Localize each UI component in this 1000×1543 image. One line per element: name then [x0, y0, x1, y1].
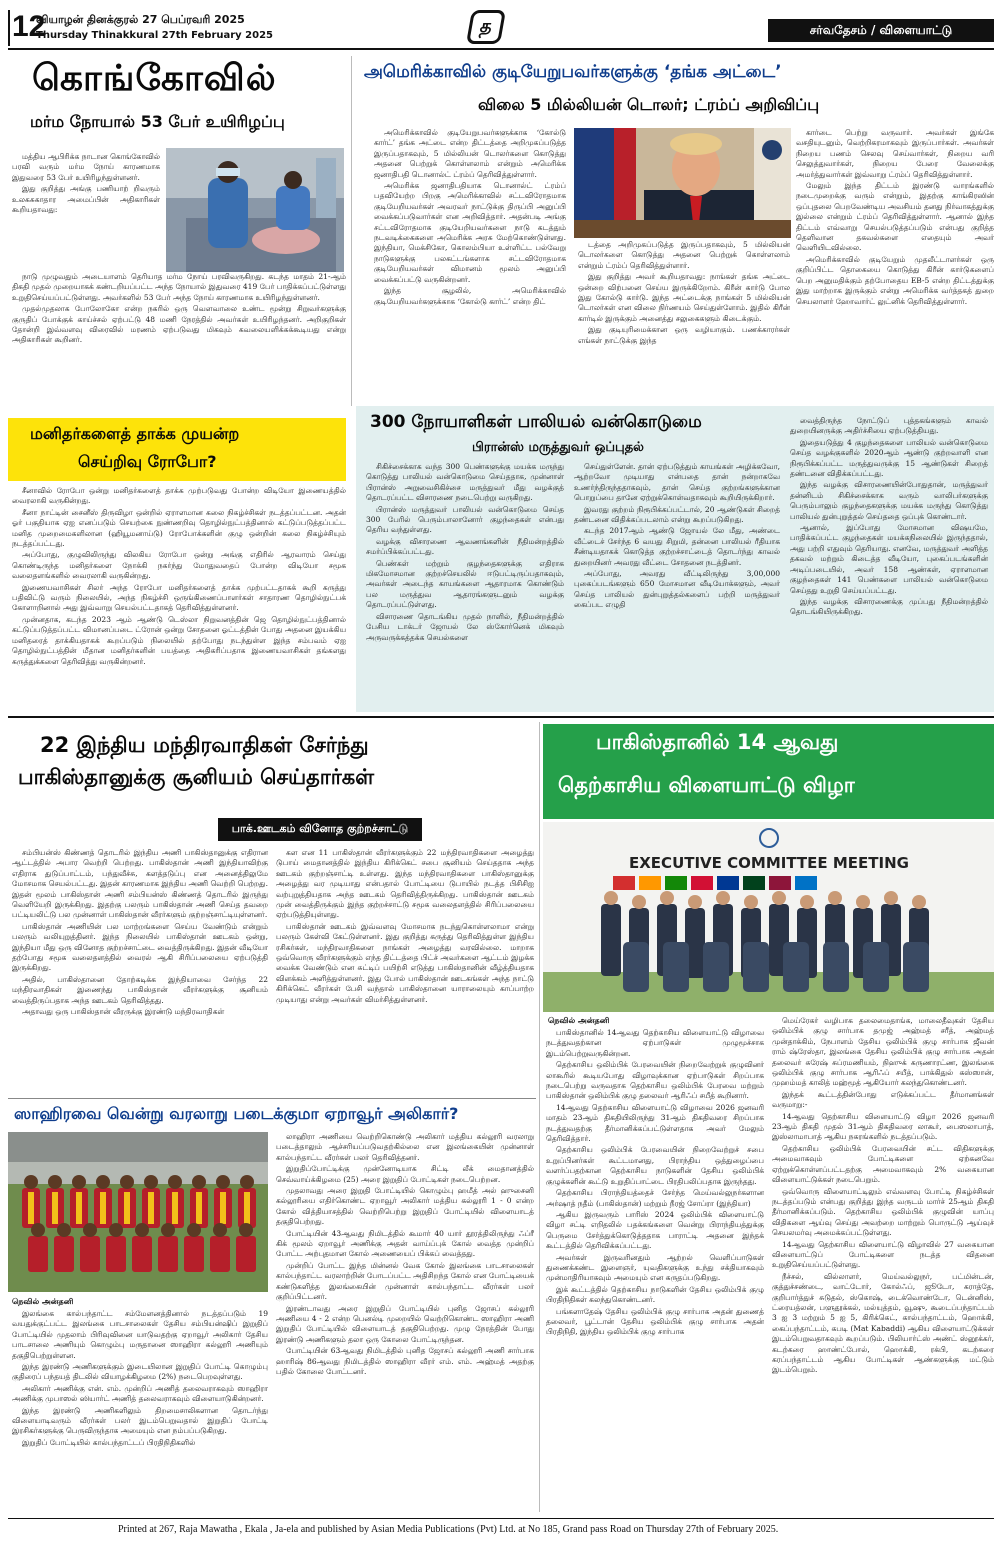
france-paragraph: ஆனால், இப்போது மோசமான விஷயமே, பாதிக்கப்பட்ட குழந்தைகள் மயக்கநிலையில் இருந்ததால், அது பற்றி எதுவும் தெரியாது. எனவே, மருத்துவர் அளித்த தகவல் மற்றும் கிடைத்த வீடியோ, புகைப்படங்களின் அடிப்படையில், அவர் 158 ஆண்கள், ஏராளமான குழந்தைகள் 141 பெண்களை பாலியல் வன்கொடுமை செய்தது உறுதி செய்யப்பட்டது.: [790, 523, 988, 595]
games-column-1: [546, 1028, 764, 1512]
france-paragraph: விசாரணை தொடங்கிய முதல் நாளில், நீதிமன்றத்தில் பேசிய டாக்டர் ஜோயல் லே ஸ்கோர்னெக் மிகவும் அருவருக்கத்தக்க செயல்களை: [366, 611, 564, 642]
us-paragraph: அமெரிக்காவில் குடியேறும் முதலீட்டாளர்கள் ஒரு குறிப்பிட்ட தொகையை கொடுத்து கிரீன் கார்டுகளைப் பெற அனுமதிக்கும் தற்போதைய EB-5 என்ற திட்டத்துக்கு இது மாற்றாக இருக்கும் என்று அமெரிக்க வர்த்தகத் துறை செயலாளர் ஹோவார்ட் லுட்னிக் தெரிவித்துள்ளார்.: [796, 254, 994, 306]
congo-photo: [166, 148, 344, 272]
us-column-2: [578, 240, 790, 404]
football-paragraph: அலிகார் அணிக்கு என். எம். முன்றிப் அணித் தலைவராகவும் ஸாஹிரா அணிக்கு முபாஸல் ஸியார்ட் அணித் தலைவராகவும் விளையாடுகின்றனர்.: [12, 1383, 268, 1404]
pakistan-paragraph: பாகிஸ்தான் அணியின் பல மாற்றங்களை செய்ய வேண்டும் என்றும் பலரும் வலியுறுத்தினர். இந்த நிலையில் பாகிஸ்தான் ஊடகம் ஒன்று, இந்தியா மீது ஒரு வினோத குற்றச்சாட்டை வைத்திருக்கிறது. இதன் வீடியோ தற்போது சமூக வலைதளத்தில் வைரல் ஆகி சிரிப்பலையை ஏற்படுத்தி இருக்கிறது.: [12, 921, 268, 973]
section-divider: [8, 716, 994, 718]
football-paragraph: முதலாவது அரை இறுதி போட்டியில் கொழும்பு ஹமீத் அல் ஹுசைனி கல்லூரியை எதிர்கொண்ட ஏறாவூர் அலிகார் மத்திய கல்லூரி 1 - 0 என்ற கோல் வித்தியாசத்தில் வெற்றிபெற்று இறுதிப் போட்டியில் விளையாடத் தகுதிபெற்றது.: [276, 1186, 534, 1227]
pakistan-column-1: [12, 848, 268, 1094]
football-column-left: [12, 1309, 268, 1509]
congo-paragraph: நாடு முழுவதும் அடையாளம் தெரியாத மர்ம நோய் பரவிவருகிறது. கடந்த மாதம் 21-ஆம் திகதி முதல் முறையாகக் கண்டறியப்பட்ட அந்த நோயால் இதுவரை 419 பேர் பாதிக்கப்பட்டுள்ளது உறுதிசெய்யப்பட்டுள்ளது. அவர்களில் 53 பேர் அந்த நோய் காரணமாக உயிரிழந்துள்ளனர்.: [12, 272, 346, 302]
france-paragraph: அப்போது, அவரது வீட்டிலிருந்து 3,00,000 புகைப்படங்களும் 650 மோசமான வீடியோக்களும், அவர் செய்த பாலியல் துன்புறுத்தல்களைப் பற்றி மருத்துவர் கைப்பட எழுதி: [574, 569, 780, 610]
congo-body-rest: [12, 272, 346, 408]
france-paragraph: கடந்த 2017ஆம் ஆண்டு ஜோயல் லே மீது, அண்டை வீட்டைச் சேர்ந்த 6 வயது சிறுமி, தன்னை பாலியல் ரீதியாக சீண்டியதாகக் கொடுத்த குற்றச்சாட்டைத் தொடர்ந்து காவல் துறையினர் அவரது வீட்டை சோதனை நடத்தினர்.: [574, 526, 780, 567]
top-divider: [8, 48, 994, 50]
france-paragraph: பெண்கள் மற்றும் குழந்தைகளுக்கு எதிராக மிகமோசமான குற்றச்செயலில் ஈடுபட்டிருப்பதாகவும், அவர்கள் அடைந்த காயங்களை ஆதாரமாக கொண்டும் பல மருத்துவ ஆதாரங்களுடனும் வழக்கு தொடரப்பட்டுள்ளது.: [366, 558, 564, 610]
football-team-photo: [8, 1132, 268, 1292]
football-headline: ஸாஹிரவை வென்று வரலாறு படைக்குமா ஏறாவூர் அலிகார்?: [14, 1104, 459, 1123]
page-number: 12: [12, 10, 46, 43]
pakistan-headline-line1: 22 இந்திய மந்திரவாதிகள் சேர்ந்து: [40, 733, 369, 757]
france-paragraph: வழக்கு விசாரணை ஆவணங்களின் நீதிமன்றத்தில் சமர்ப்பிக்கப்பட்டது.: [366, 536, 564, 557]
pakistan-paragraph: கள என 11 பாகிஸ்தான் வீரர்களுக்கும் 22 மந்திரவாதிகளை அழைத்து டுபாய் மைதானத்தில் இந்திய கிரிக்கெட் சபை சூனியம் செய்ததாக அந்த ஊடகம் குற்றஞ்சாட்டி உள்ளது. இந்த மந்திரவாதிகளை பாகிஸ்தானுக்கு அழைத்து வர முடியாது என்பதால் போட்டியை டுபாயில் நடத்த பிசிசிஐ வற்புறுத்தியதாக அந்த ஊடகம் தெரிவித்திருக்கிறது. பாகிஸ்தான் ஊடகம் முன் வைத்திருக்கும் இந்த குற்றச்சாட்டு சமூக வலைதளத்தில் சிரிப்பலையை ஏற்படுத்தியுள்ளது.: [276, 848, 534, 920]
congo-subheadline: மர்ம நோயால் 53 பேர் உயிரிழப்பு: [30, 112, 285, 131]
us-headline: அமெரிக்காவில் குடியேறுபவர்களுக்கு ‘தங்க அட்டை’: [364, 62, 782, 82]
footer-imprint: Printed at 267, Raja Mawatha , Ekala , Ja-ela and published by Asian Media Publications (Pvt) Ltd. at No 185, Grand pass Road on Thursday 27th of February 2025.: [118, 1524, 779, 1535]
executive-committee-photo: [543, 822, 994, 1012]
us-paragraph: டத்தை அறிமுகப்படுத்த இருப்பதாகவும், 5 மில்லியன் டொலர்களை கொடுத்து அதனை பெற்றுக் கொள்ளலாம் என்றும் ட்ரம்ப் தெரிவித்துள்ளார்.: [578, 240, 790, 270]
masthead-tamil-date: வியாழன் தினக்குரல் 27 பெப்ரவரி 2025: [36, 13, 245, 26]
us-column-1: [374, 128, 566, 404]
football-column-right: [276, 1132, 534, 1510]
pakistan-paragraph: அதாவது ஒரு பாகிஸ்தான் வீரருக்கு இரண்டு மந்திரவாதிகள்: [22, 1007, 225, 1017]
france-column-1: [366, 462, 564, 708]
games-paragraph: பாகிஸ்தானில் 14ஆவது தெற்காசிய விளையாட்டு விழாவை நடத்துவதற்கான ஏற்பாடுகள் முழுமூச்சாக இடம்பெற்றுவருகின்றன.: [546, 1028, 764, 1058]
us-paragraph: இந்த சூழலில், அமெரிக்காவில் குடியேறியவர்களுக்காக ‘கோல்டு கார்ட்’ என்ற திட்: [374, 286, 566, 306]
football-paragraph: இறுதிப்போட்டிக்கு முன்னோடியாக சிட்டி லீக் மைதானத்தில் செவ்வாய்க்கிழமை (25) அரை இறுதிப் போட்டிகள் நடைபெற்றன.: [276, 1164, 534, 1184]
newspaper-logo: த: [466, 10, 506, 44]
france-paragraph: வைத்திருந்த நோட்டுப் புத்தகங்களும் காவல் துறையினருக்கு அதிர்ச்சியை ஏற்படுத்தியது.: [790, 416, 988, 436]
us-column-3: [796, 128, 994, 404]
executive-committee-banner: EXECUTIVE COMMITTEE MEETING: [629, 854, 909, 872]
games-headline-line1: பாகிஸ்தானில் 14 ஆவது: [596, 730, 839, 754]
section-divider: [8, 1098, 536, 1099]
pakistan-tagline: பாக்.ஊடகம் வினோத குற்றச்சாட்டு: [218, 818, 422, 841]
games-paragraph: 14ஆவது தெற்காசிய விளையாட்டு விழா 2026 ஜனவரி 23ஆம் திகதி முதல் 31ஆம் திகதிவரை லாகூர், பைஸலாபாத், இஸ்லாமாபாத் ஆகிய நகரங்களில் நடத்தப்படும்.: [772, 1111, 994, 1142]
france-paragraph: இதையடுத்து 4 குழந்தைகளை பாலியல் வன்கொடுமை செய்த வழக்குகளில் 2020ஆம் ஆண்டு குற்றவாளி என நிரூபிக்கப்பட்ட மருத்துவருக்கு 15 ஆண்டுகள் சிறைத் தண்டனை விதிக்கப்பட்டது.: [790, 437, 988, 479]
us-paragraph: கார்டை பெற்று வருவார். அவர்கள் இங்கே வசதியுடனும், வெற்றிகரமாகவும் இருப்பார்கள். அவர்கள் நிறைய பணம் செலவு செய்வார்கள், நிறைய வரி செலுத்துவார்கள், நிறைய பேரை வேலைக்கு அமர்த்துவார்கள் இவ்வாறு ட்ரம்ப் தெரிவித்துள்ளார்.: [796, 128, 994, 179]
pakistan-column-2: [276, 848, 534, 1094]
masthead-rule: [8, 10, 10, 46]
france-paragraph: பிரான்ஸ் மருத்துவர் பாலியல் வன்கொடுமை செய்த 300 பேரில் பெரும்பாலானோர் குழந்தைகள் என்பது தெரிய வந்துள்ளது.: [366, 504, 564, 535]
france-column-2: [574, 462, 780, 708]
robot-body: [12, 486, 346, 708]
section-label: சர்வதேசம் / விளையாட்டு: [768, 19, 994, 42]
us-paragraph: இது குடியுரிமைக்கான ஒரு வழியாகும். பணக்காரர்கள் எங்கள் நாட்டுக்கு இந்த: [578, 325, 790, 345]
france-paragraph: இவரது குற்றம் நிரூபிக்கப்பட்டால், 20 ஆண்டுகள் சிறைத் தண்டனை விதிக்கப்படலாம் என்று கூறப்படுகிறது.: [574, 504, 780, 525]
games-paragraph: ஆகிய இருவரும் பாரிஸ் 2024 ஒலிம்பிக் விளையாட்டு விழா சட்டி எறிதலில் பதக்கங்களை வென்று பிராந்தியத்துக்கு பெருமை சேர்த்துக்கொடுத்ததாக பாராட்டி அதனை இந்தக் கூட்டத்தில் தெரிவிக்கப்பட்டது.: [546, 1209, 764, 1251]
us-paragraph: அமெரிக்க ஜனாதிபதியாக டொனால்ட் ட்ரம்ப் பதவியேற்ற பிறகு அமெரிக்காவில் சட்டவிரோதமாக குடியேறியவர்கள் அவரவர் நாட்டுக்கு திருப்பி அனுப்பி வைக்கப்படுவார்கள் என அறிவித்தார். அதன்படி அங்கு சட்டவிரோதமாக குடியேறியவர்களை நாடு கடத்தும் நடவடிக்கைகளை அமெரிக்க அரசு மேற்கொண்டுள்ளது. இந்தியா, மெக்சிகோ, கொலம்பியா உள்ளிட்ட பல்வேறு நாடுகளுக்கு பலகட்டங்களாக சட்டவிரோதமாக குடியேறியவர்கள் விமானம் மூலம் அனுப்பி வைக்கப்பட்டு வருகின்றனர்.: [374, 181, 566, 284]
pakistan-paragraph: சம்பியன்ஸ் கிண்ணத் தொடரில் இந்திய அணி பாகிஸ்தானுக்கு எதிரான ஆட்டத்தில் அபார வெற்றி பெற்றது. பாகிஸ்தான் அணி இந்தியாவிற்கு எதிராக துடுப்பாட்டம், பந்துவீச்சு, களத்தடுப்பு என அனைத்திலுமே மோசமாக செயல்பட்டது. இதன் காரணமாக இந்திய அணி வெற்றி பெற்றது. இதன் மூலம் பாகிஸ்தான் அணி சம்பியன்ஸ் கிண்ணத் தொடரில் இருந்து வெளியேறி இருக்கிறது. இதற்கு பலரும் பாகிஸ்தான் அணி செய்த தவறை பட்டியலிட்டு பல முன்னாள் பாகிஸ்தான் வீரர்களும் குற்றஞ்சாட்டியுள்ளனர்.: [12, 848, 268, 920]
robot-headline-line1: மனிதர்களைத் தாக்க முயன்ற: [30, 424, 240, 443]
games-paragraph: 14ஆவது தெற்காசிய விளையாட்டு விழாவை 2026 ஜனவரி மாதம் 23ஆம் திகதியிலிருந்து 31ஆம் திகதிவரை சிறப்பாக நடத்துவதற்கு தீர்மானிக்கப்பட்டுள்ளதாக அவர் மேலும் தெரிவித்தார்.: [546, 1102, 764, 1144]
games-paragraph: மெய்ரேகர் வழிபாக தலைமைதாங்க, மாலைதீவுகள் தேசிய ஒலிம்பிக் குழு சார்பாக தமுஜ் அஹ்மத் சரீத், அஹ்மத் முன்தாக்கிம், நேபாளம் தேசிய ஒலிம்பிக் குழு சார்பாக ஜீவன் ராம் ஷ்ரேஸ்தா, இலங்கை தேசிய ஒலிம்பிக் குழு சார்பாக அதன் தலைவர் சுரேஷ் சுப்ரமணியம், நிஹுக் கருணாரட்ண, இலங்கை ஒலிம்பிக் குழு சார்பாக ஆரிஃப் சயீத், பாக்கிதுல் கஸ்ஸான், முஹம்மத் காலித் மஹ்மூத் ஆகியோர் கலந்துகொண்டனர்.: [772, 1016, 994, 1088]
us-subheadline: விலை 5 மில்லியன் டொலர்; ட்ரம்ப் அறிவிப்பு: [478, 95, 820, 114]
congo-paragraph: மத்திய ஆபிரிக்க நாடான கொங்கோவில் பரவி வரும் மர்ம நோய் காரணமாக இதுவரை 53 பேர் உயிரிழந்துள்ளனர்.: [12, 152, 160, 182]
us-paragraph: மேலும் இந்த திட்டம் இரண்டு வாரங்களில் நடைமுறைக்கு வரும் என்றும், இதற்கு காங்கிரஸின் ஒப்புதலை பெறவேண்டிய அவசியம் தனது நிர்வாகத்துக்கு இல்லை என்றும் ட்ரம்ப் தெரிவித்துள்ளார். ஆனால் இந்த திட்டம் எவ்வாறு செயல்படுத்தப்படும் என்பது குறித்த தெளிவான தகவல்களை எதையும் அவர் வெளியிடவில்லை.: [796, 181, 994, 253]
games-paragraph: நீச்சல், வில்லாளர், மெய்வல்லுநர், பட்மின்டன், குத்துச்சண்டை, வாட்டோர், கோல்ஃப், ஜூடோ, கராத்தே, குறிபார்த்துச் சுடுதல், ஸ்கொஷ், டைக்வொண்டோ, டென்னிஸ், ட்ரையத்லன், பளுதூக்கல், மல்யுத்தம், வூஷு, கூடைப்பந்தாட்டம் 3 ஐ 3 மற்றும் 5 ஐ 5, கிரிக்கெட், கால்பந்தாட்டம், ஹொக்கி, கைப்பந்தாட்டம், கபடி (Mat Kabaddi) ஆகிய விளையாட்டுக்கள் இடம்பெறுவதாகவும் கூறப்படும். பிலியார்ட்ஸ் அண்ட் ஸ்னூக்கர், கடற்கரை ஹாண்ட்போல், ஹொக்கி, ரக்பி, கடற்கரை கரப்பந்தாட்டம் ஆகிய போட்டிகள் ஆண்களுக்கு மட்டும் இடம்பெறும்.: [772, 1271, 994, 1375]
congo-headline: கொங்கோவில்: [32, 58, 277, 99]
column-divider: [351, 56, 352, 406]
pakistan-headline-line2: பாகிஸ்தானுக்கு சூனியம் செய்தார்கள்: [18, 765, 375, 789]
games-paragraph: ஒவ்வொரு விளையாட்டிலும் எவ்வளவு போட்டி நிகழ்ச்சிகள் நடத்தப்படும் என்பது குறித்து இந்த வருடம் மார்ச் 25ஆம் திகதி தீர்மானிக்கப்படும். தெற்காசிய ஒலிம்பிக் குழுவின் யாப்பு விதிகளை ஆய்வு செய்து அவற்றை மாற்றும் பொருட்டு ஆய்வுச் செயலமர்வு அமைக்கப்பட்டுள்ளது.: [772, 1186, 994, 1238]
masthead-english-date: Thursday Thinakkural 27th February 2025: [36, 30, 274, 41]
robot-paragraph: முன்னதாக, கடந்த 2023 ஆம் ஆண்டு டெஸ்லா நிறுவனத்தின் ஜெ தொழில்நுட்பத்தினால் கட்டுப்படுத்தப்பட்ட விமானப்படை ட்ரோன் ஒன்று சோதனை ஓட்டத்தின் போது அதனை இயக்கிய மனிதரைத் தாக்கியதாகக் கூறப்படும் நிலையில் தற்போது நடந்துள்ள இந்த சம்பவம் ஏஐ தொழில்நுட்பத்தின் மீதான மனிதர்களின் பயத்தை அதிகரிப்பதாக இணையவாசிகள் தங்களது கருத்துக்களை தெரிவித்து வருகின்றனர்.: [12, 614, 346, 666]
football-paragraph: இந்த இரண்டு அணிகளிலும் திறமைசாலிகளான தொடர்ந்து விளையாடிவரும் வீரர்கள் பலர் இடம்பெறுவதால் இறுதிப் போட்டி இரசிகர்களுக்கு பெருவிருந்தாக அமையும் என நம்பப்படுகிறது.: [12, 1405, 268, 1436]
robot-paragraph: சீனாவில் ரோபோ ஒன்று மனிதர்களைத் தாக்க முற்படுவது போன்ற விடியோ இணையத்தில் வைரலாகி வருகின்றது.: [12, 486, 346, 506]
france-headline: 300 நோயாளிகள் பாலியல் வன்கொடுமை: [370, 412, 702, 432]
congo-paragraph: இது குறித்து அங்கு பணியாற் றிவரும் உலகசுகாதார அமைப்பின் அதிகாரிகள் கூறியதாவது:: [12, 184, 160, 215]
football-paragraph: இரண்டாவது அரை இறுதிப் போட்டியில் புனித ஜோசப் கல்லூரி அணியை 4 - 2 என்ற பெனல்டி முறையில் வெற்றிகொண்ட ஸாஹிரா அணி இறுதிப் போட்டியில் விளையாடத் தகுதிபெற்றது. முழு நேரத்தின் போது இரண்டு அணிகளும் தலா ஒரு கோலை போட்டிருந்தன.: [276, 1303, 534, 1344]
games-column-2: [772, 1016, 994, 1512]
france-paragraph: சிகிச்சைக்காக வந்த 300 பெண்களுக்கு மயக்க மருந்து கொடுத்து பாலியல் வன்கொடுமை செய்ததாக, முன்னாள் பிரான்ஸ் அறுவைசிகிச்சை மருத்துவர் மீது வழக்குத் தொடரப்பட்ட விசாரணை நடைபெற்று வருகிறது.: [366, 462, 564, 503]
games-paragraph: தெற்காசிய ஒலிம்பிக் பேரவையின் நிறைவேற்றுச் சபை உறுப்பினர்கள் கூட்டமானது, பிராந்திய ஒத்துழைப்பை வளர்ப்பதற்கான தெற்காசிய நாடுகளின் தேசிய ஒலிம்பிக் குழுக்களின் கூட்டு உறுதிப்பாட்டை பிரதிபலிப்பதாக இருந்தது.: [546, 1145, 764, 1186]
us-paragraph: இது குறித்து அவர் கூறியதாவது: நாங்கள் தங்க அட்டை ஒன்றை விற்பனை செய்ய இருக்கிறோம். கிரீன் கார்டு போல இது கோல்டு கார்டு. இந்த அட்டைக்கு நாங்கள் 5 மில்லியன் டொலர்கள் என விலை நிர்ணயம் செய்துள்ளோம். இதில் கிரீன் கார்டில் இருக்கும் அனைத்து சலுகைகளும் கிடைக்கும்.: [578, 272, 790, 323]
france-column-3: [790, 416, 988, 708]
games-paragraph: இக் கூட்டத்தில் தெற்காசிய நாடுகளின் தேசிய ஒலிம்பிக் குழு பிரதிநிதிகள் கலந்துகொண்டனர்.: [546, 1284, 764, 1305]
pakistan-paragraph: அதில், பாகிஸ்தானை தோற்கடிக்க இந்தியாவை சேர்ந்த 22 மந்திரவாதிகள் இணைந்து பாகிஸ்தான் வீரர்களுக்கு சூனியம் வைத்திருப்பதாக அந்த ஊடகம் தெரிவித்தது.: [12, 974, 268, 1005]
robot-paragraph: அப்போது, குழுவிலிருந்து விலகிய ரோபோ ஒன்று அங்கு எதிரில் ஆரவாரம் செய்து கொண்டிருந்த மனிதர்களை நோக்கி நகர்ந்து மோதுவதைப் போன்ற விடியோ சமூக வலைதளங்களில் வைரலாகி வருகின்றது.: [12, 550, 346, 581]
football-paragraph: போட்டியின் 43ஆவது நிமிடத்தில் கூமார் 40 யார் தூரத்திலிருந்து ஃப்ரீ கிக் மூலம் ஏறாவூர் அணிக்கு அதன் வாய்ப்புக் கோல் வைத்த முன்றிப் போட்ட அற்புதமான கோல் அணையைப் பிக்கப் வைத்தது.: [276, 1228, 534, 1259]
games-paragraph: அவர்கள் இருவரினதும் ஆற்றல் வெளிப்பாடுகள் துணைக்கண்ட இளைஞர், யுவதிகளுக்கு உந்து சக்தியாகவும் முன்மாதிரியாகவும் அமையும் என கருதப்படுகிறது.: [546, 1252, 764, 1283]
congo-paragraph: முதல்முதலாக போலோகோ என்ற நகரில் ஒரு வெளவாலை உண்ட மூன்று சிறுவர்களுக்கு குருதிப் போக்குக் காய்ச்சல் ஏற்பட்டு 48 மணி நேரத்தில் அவர்கள் உயிரிழந்தனர். அறிகுறிகள் தோன்றி இவ்வளவு விரைவில் மரணம் ஏற்படுவது மிகவும் கவலையளிக்கக்கூடியது என்று அதிகாரிகள் கூறினர்.: [12, 304, 346, 345]
games-paragraph: தெற்காசிய பிராந்தியத்தைச் சேர்ந்த மெய்வல்லுநர்களான அர்ஷாத் நதீம் (பாகிஸ்தான்) மற்றும் நீரஜ் சோப்ரா (இந்தியா): [546, 1188, 764, 1208]
france-paragraph: செய்துள்ளேன். தான் ஏற்படுத்தும் காயங்கள் அழிக்கவோ, ஆற்றவோ முடியாது என்பதை தான் நன்றாகவே உணர்ந்திருந்ததாகவும், தான் செய்த குற்றங்களுக்கான பொறுப்பை தானே ஏற்றுக்கொள்வதாகவும் கூறியிருக்கிறார்.: [574, 462, 780, 503]
trump-photo: [574, 128, 791, 238]
france-paragraph: இந்த வழக்கு விசாரணைக்கு முப்பது நீதிமன்றத்தில் தொடங்கியிருக்கிறது.: [790, 596, 988, 617]
games-paragraph: இந்தக் கூட்டத்தின்போது எடுக்கப்பட்ட தீர்மானங்கள் வருமாறு:-: [772, 1089, 994, 1110]
football-paragraph: இந்த இரண்டு அணிகளுக்கும் இடையிலான இறுதிப் போட்டி கொழும்பு குதிரைப் பந்தயத் திடலில் வியாழக்கிழமை (2%) நடைபெறவுள்ளது.: [12, 1362, 268, 1382]
football-paragraph: இறுதிப் போட்டியில் கால்பந்தாட்டப் பிரதிநிதிகளில்: [22, 1437, 196, 1447]
pakistan-paragraph: பாகிஸ்தான் ஊடகம் இவ்வளவு மோசமாக நடந்துகொள்ளலாமா என்று பலரும் கேள்வி கேட்டுள்ளனர். இது குறித்து கருத்து தெரிவித்துள்ள இந்திய ரசிகர்கள், மந்திரவாதிகளை நாங்கள் அழைத்து வரவில்லை. மாறாக ஒவ்வொரு வீரர்களுக்கும் எந்த திட்டத்தை பிட்ச் அவர்களை ஆட்டம் இழக்க வைக்க வேண்டும் என சுட்டிப் பயிற்சி எடுத்து பாகிஸ்தானின் வீழ்த்தியதாக விளக்கம் அளித்துள்ளனர். இது போல் பாகிஸ்தான் ஊடகங்கள் அந்த நாட்டு கிரிக்கெட் வீரர்கள் பேசி வந்தால் பாகிஸ்தானை யாராலையும் காப்பாற்ற முடியாது என்று அவர்கள் விமர்சித்துள்ளனர்.: [276, 921, 534, 1004]
column-divider: [539, 722, 540, 1512]
robot-paragraph: சீனா நாட்டின் சைனீஸ் திருவிழா ஒன்றில் ஏராளமான கலை நிகழ்ச்சிகள் நடத்தப்பட்டன. அதன் ஓர் பகுதியாக ஏஐ எனப்படும் செயற்கை நுண்ணறிவு தொழில்நுட்பத்தினால் கட்டுப்படுத்தப்பட்ட மனித முறைமைகளிலான (ஹியூமனாய்டு) ரோபோக்களின் குழு ஒன்றின் கலை நிகழ்ச்சியும் நடத்தப்பட்டது.: [12, 507, 346, 549]
games-paragraph: தெற்காசிய ஒலிம்பிக் பேரவையின் நிறைவேற்றுக் குழுவினர் லாகூரில் கூடியபோது விழாவுக்கான ஏற்பாடுகள் சிறப்பாக நடைபெற்று வருவதாக தெற்காசிய ஒலிம்பிக் பேரவை மற்றும் பாகிஸ்தான் ஒலிம்பிக் குழு தலைவர் ஆரிஃப் சயீத் கூறினார்.: [546, 1060, 764, 1101]
robot-paragraph: இணையவாசிகள் சிலர் அந்த ரோபோ மனிதர்களைத் தாக்க முற்பட்டதாகக் கூறி கருத்து பதிவிட்டு வரும் நிலையில், அந்த நிகழ்ச்சி ஒருங்கிணைப்பாளர்கள் சாதாரண தொழில்நுட்பக் கோளாறினால் அது இவ்வாறு செயல்பட்டதாகத் தெரிவித்துள்ளனர்.: [12, 582, 346, 613]
congo-body-lead: [12, 152, 160, 272]
footer-divider: [8, 1518, 994, 1519]
us-paragraph: அமெரிக்காவில் குடியேறுபவர்களுக்காக ‘கோல்டு கார்ட்’ தங்க அட்டை என்ற திட்டத்தை அறிமுகப்படுத்த இருப்பதாகவும், 5 மில்லியன் டொலர்களை கொடுத்து அதனை பெற்றுக் கொள்ளலாம் என்றும் அமெரிக்க ஜனாதிபதி டொனால்ட் ட்ரம்ப் தெரிவித்துள்ளார்.: [374, 128, 566, 179]
football-paragraph: லாஹிரா அணியை வெற்றிகொண்டு அலிகார் மத்திய கல்லூரி வரலாறு படைத்தாலும் ஆச்சரியப்படுவதற்கில்லை என இலங்கையின் முன்னாள் கால்பந்தாட்ட வீரர்கள் பலர் தெரிவித்தனர்.: [276, 1132, 534, 1162]
football-paragraph: இலங்கை கால்பந்தாட்ட சம்மேளனத்தினால் நடத்தப்படும் 19 வயதுக்குட்பட்ட இலங்கை பாடசாலைகள் தேசிய சம்பியன்ஷிப் இறுதிப் போட்டியில் முதலாம் பிரிவுவினை யாடுவதற்கு ஏறாவூர் அலிகார் தேசிய பாடசாலை அணியும் கொழும்பு மருதானை ஸாஹிரா கல்லூரி அணியும் தகுதிபெற்றுள்ளன.: [12, 1309, 268, 1360]
france-paragraph: இந்த வழக்கு விசாரணையின்போதுதான், மருத்துவர் தன்னிடம் சிகிச்சைக்காக வரும் வாலிபர்களுக்கு பெரும்பாலும் குழந்தைகளுக்கு மயக்க மருந்து கொடுத்து பாலியல் துன்புறுத்தல் செய்ததை ஒப்புக் கொண்டார்.: [790, 480, 988, 521]
football-photo-credit: நெவில் அன்தனி: [12, 1297, 74, 1306]
football-paragraph: முன்றிப் போட்ட இந்த மின்னல் வேக கோல் இலங்கை பாடசாலைகள் கால்பந்தாட்ட வரலாற்றின் போடப்பட்ட அதிசிறந்த கோல் என போட்டியைக் கண்டுகளித்த இலங்கையின் முன்னாள் கால்பந்தாட்ட வீரர்கள் பலர் குறிப்பிட்டனர்.: [276, 1260, 534, 1302]
games-paragraph: தெற்காசிய ஒலிம்பிக் பேரவையின் சட்ட விதிகளுக்கு அமைவாகவும் போட்டிகளை ஏற்கனவே ஏற்றுக்கொள்ளப்பட்டதற்கு அமைவாகவும் 2% வகையான விளையாட்டுக்கள் நடைபெறும்.: [772, 1143, 994, 1185]
france-subheadline: பிரான்ஸ் மருத்துவர் ஒப்புதல்: [472, 440, 644, 455]
games-headline-line2: தெற்காசிய விளையாட்டு விழா: [558, 773, 855, 797]
robot-headline-line2: செய்றிவு ரோபோ?: [78, 452, 217, 471]
games-paragraph: 14ஆவது தெற்காசிய விளையாட்டு விழாவில் 27 வகையான விளையாட்டுப் போட்டிகளை நடத்த விதனை உறுதிசெய்யப்பட்டுள்ளது.: [772, 1239, 994, 1270]
football-paragraph: போட்டியின் 63ஆவது நிமிடத்தில் புனித ஜோசப் கல்லூரி அணி சார்பாக ஹாரிஷ் 86ஆவது நிமிடத்தில் ஸாஹிரா வீரர் எம். எம். அஹ்மத் அதற்கு பதில் கோலை போட்டனர்.: [276, 1346, 534, 1376]
games-photo-credit: நெவில் அன்தனி: [548, 1016, 610, 1025]
games-paragraph: பங்களாதேஷ் தேசிய ஒலிம்பிக் குழு சார்பாக அதன் துணைத் தலைவர், பூட்டான் தேசிய ஒலிம்பிக் குழு சார்பாக அதன் பிரதிநிதி, இந்திய ஒலிம்பிக் குழு சார்பாக: [546, 1306, 764, 1337]
